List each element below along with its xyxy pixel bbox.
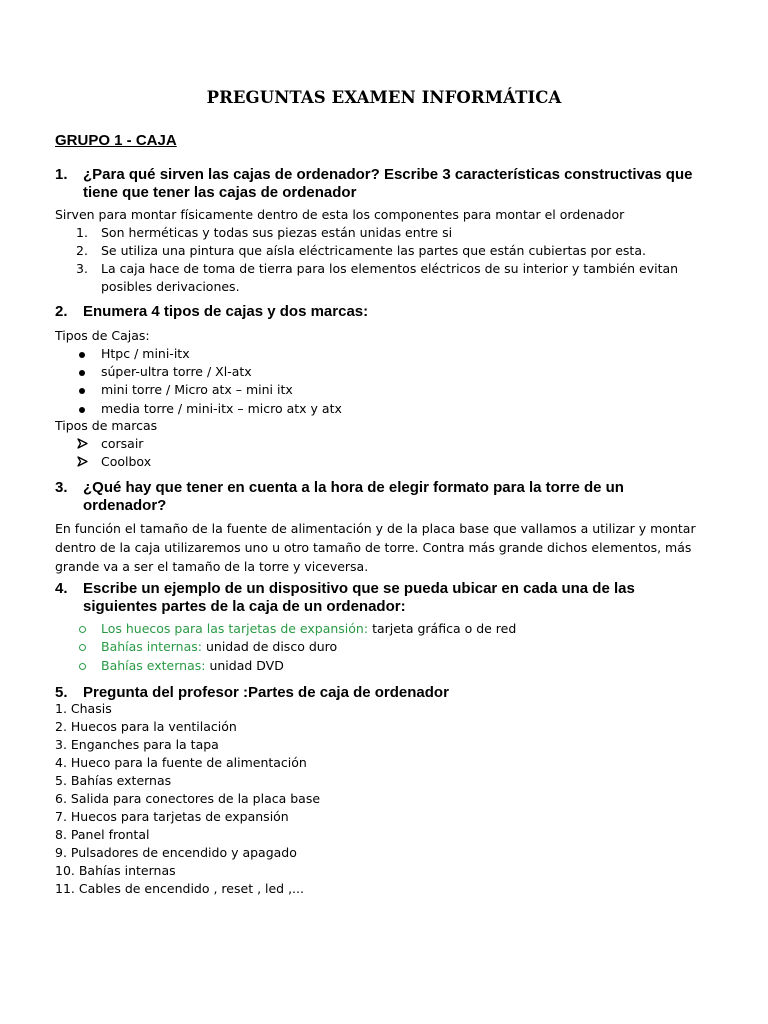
list-item: 7. Huecos para tarjetas de expansión bbox=[55, 809, 289, 824]
list-number: 3. bbox=[76, 261, 88, 276]
question-1-heading bbox=[55, 166, 715, 201]
bullet-dot-icon bbox=[79, 352, 85, 358]
arrow-bullet-icon bbox=[77, 438, 88, 449]
bullet-dot-icon bbox=[79, 388, 85, 394]
question-3-heading bbox=[55, 479, 715, 514]
list-text: mini torre / Micro atx – mini itx bbox=[101, 382, 293, 397]
list-item: 8. Panel frontal bbox=[55, 827, 150, 842]
list-number: 1. bbox=[76, 225, 88, 240]
question-number: 1. bbox=[55, 166, 68, 183]
list-item: 3. Enganches para la tapa bbox=[55, 737, 219, 752]
list-number: 2. bbox=[76, 243, 88, 258]
part-label: Los huecos para las tarjetas de expansión: bbox=[101, 621, 369, 636]
question-number: 3. bbox=[55, 479, 68, 496]
question-4-heading bbox=[55, 580, 715, 615]
question-text: ¿Qué hay que tener en cuenta a la hora de elegir formato para la torre de un ordenador? bbox=[83, 479, 624, 514]
list-text: Htpc / mini-itx bbox=[101, 346, 190, 361]
list-text: media torre / mini-itx – micro atx y atx bbox=[101, 401, 342, 416]
ring-bullet-icon bbox=[79, 626, 86, 633]
list-item: 9. Pulsadores de encendido y apagado bbox=[55, 845, 297, 860]
question-3-answer: En función el tamaño de la fuente de alimentación y de la placa base que vallamos a utilizar y montar dentro de la caja utilizaremos uno u otro tamaño de torre. Contra más grande dichos elementos, más grande va a ser el tamaño de la torre y viceversa. bbox=[55, 521, 696, 574]
question-text: ¿Para qué sirven las cajas de ordenador? Escribe 3 características constructivas que tiene que tener las cajas de ordenador bbox=[83, 166, 693, 201]
group-heading: GRUPO 1 - CAJA bbox=[55, 132, 177, 149]
list-text: súper-ultra torre / Xl-atx bbox=[101, 364, 252, 379]
part-label: Bahías internas: bbox=[101, 639, 202, 654]
part-value: unidad DVD bbox=[209, 658, 284, 673]
list-text: Son herméticas y todas sus piezas están unidas entre si bbox=[101, 225, 453, 240]
ring-bullet-icon bbox=[79, 663, 86, 670]
bullet-dot-icon bbox=[79, 370, 85, 376]
part-value: unidad de disco duro bbox=[205, 639, 338, 654]
question-5-heading bbox=[55, 684, 715, 702]
list-text: Se utiliza una pintura que aísla eléctricamente las partes que están cubiertas por esta. bbox=[101, 243, 646, 258]
part-label: Bahías externas: bbox=[101, 658, 206, 673]
list-item: 11. Cables de encendido , reset , led ,... bbox=[55, 881, 304, 896]
list-item: 2. Huecos para la ventilación bbox=[55, 719, 237, 734]
question-1-answer: Sirven para montar físicamente dentro de esta los componentes para montar el ordenador bbox=[55, 207, 625, 222]
list-item: 4. Hueco para la fuente de alimentación bbox=[55, 755, 307, 770]
question-text: Escribe un ejemplo de un dispositivo que se pueda ubicar en cada una de las siguientes partes de la caja de un ordenador: bbox=[83, 580, 635, 615]
list-text: Coolbox bbox=[101, 454, 152, 469]
list-item: 6. Salida para conectores de la placa base bbox=[55, 791, 321, 806]
part-value: tarjeta gráfica o de red bbox=[372, 621, 517, 636]
list-item: 5. Bahías externas bbox=[55, 773, 172, 788]
cases-label: Tipos de Cajas: bbox=[55, 328, 150, 343]
list-text: La caja hace de toma de tierra para los elementos eléctricos de su interior y también evitan posibles derivaciones. bbox=[101, 261, 679, 294]
question-text: Enumera 4 tipos de cajas y dos marcas: bbox=[83, 303, 369, 320]
parts-list bbox=[55, 700, 455, 898]
bullet-dot-icon bbox=[79, 407, 85, 413]
question-number: 5. bbox=[55, 684, 68, 701]
ring-bullet-icon bbox=[79, 644, 86, 651]
list-item: 10. Bahías internas bbox=[55, 863, 176, 878]
list-item: 1. Chasis bbox=[55, 701, 112, 716]
document-title: PREGUNTAS EXAMEN INFORMÁTICA bbox=[206, 88, 562, 107]
question-text: Pregunta del profesor :Partes de caja de ordenador bbox=[83, 684, 449, 701]
question-number: 2. bbox=[55, 303, 68, 320]
question-number: 4. bbox=[55, 580, 68, 597]
arrow-bullet-icon bbox=[77, 456, 88, 467]
brands-label: Tipos de marcas bbox=[55, 418, 158, 433]
question-2-heading bbox=[55, 303, 715, 321]
list-text: corsair bbox=[101, 436, 144, 451]
